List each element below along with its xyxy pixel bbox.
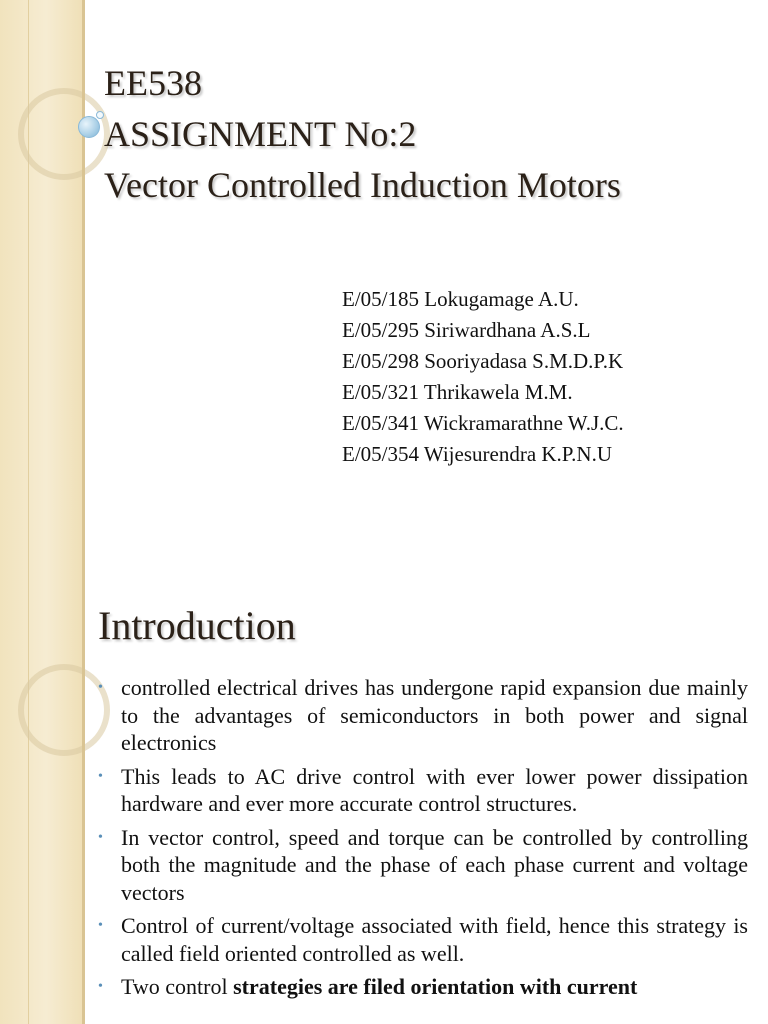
decorative-small-bubble-icon (96, 111, 104, 119)
bullet-text: Control of current/voltage associated with field, hence this strategy is called field oriented controlled as well. (121, 913, 748, 966)
bullet-list (98, 674, 748, 1007)
author-item: E/05/341 Wickramarathne W.J.C. (342, 411, 624, 435)
bullet-item (98, 674, 748, 757)
bullet-icon: • (98, 918, 103, 933)
bullet-item (98, 973, 748, 1001)
author-item: E/05/298 Sooriyadasa S.M.D.P.K (342, 349, 624, 373)
topic-title: Vector Controlled Induction Motors (104, 165, 621, 205)
bullet-text: In vector control, speed and torque can be controlled by controlling both the magnitude and the phase of each phase current and voltage vectors (121, 824, 748, 905)
slide-title (104, 58, 621, 211)
bullet-icon: • (98, 829, 103, 845)
bullet-icon: • (98, 768, 103, 784)
author-item: E/05/185 Lokugamage A.U. (342, 287, 579, 311)
decorative-sidebar (0, 576, 84, 1024)
sidebar-line (28, 576, 29, 1024)
bullet-item (98, 824, 748, 907)
sidebar-edge (82, 576, 85, 1024)
bullet-icon: • (98, 979, 103, 994)
bullet-text: controlled electrical drives has undergone rapid expansion due mainly to the advantages of semiconductors in both power and signal electronics (121, 675, 748, 755)
sidebar-line (28, 0, 29, 576)
bullet-item (98, 912, 748, 967)
decorative-ring (18, 664, 110, 756)
decorative-sidebar (0, 0, 84, 576)
section-heading: Introduction (98, 603, 296, 648)
course-code: EE538 (104, 63, 202, 103)
sidebar-edge (82, 0, 85, 576)
bullet-text: Two control (121, 974, 234, 999)
author-item: E/05/321 Thrikawela M.M. (342, 380, 573, 404)
author-list (342, 284, 624, 470)
assignment-number: ASSIGNMENT No:2 (104, 114, 417, 154)
decorative-bubble-icon (78, 116, 100, 138)
bullet-bold-text: strategies are filed orientation with current (233, 974, 638, 999)
introduction-slide (0, 576, 768, 1024)
bullet-icon: • (98, 680, 103, 695)
bullet-text: This leads to AC drive control with ever lower power dissipation hardware and ever more accurate control structures. (121, 763, 748, 816)
bullet-item (98, 763, 748, 818)
author-item: E/05/354 Wijesurendra K.P.N.U (342, 442, 612, 466)
author-item: E/05/295 Siriwardhana A.S.L (342, 318, 591, 342)
